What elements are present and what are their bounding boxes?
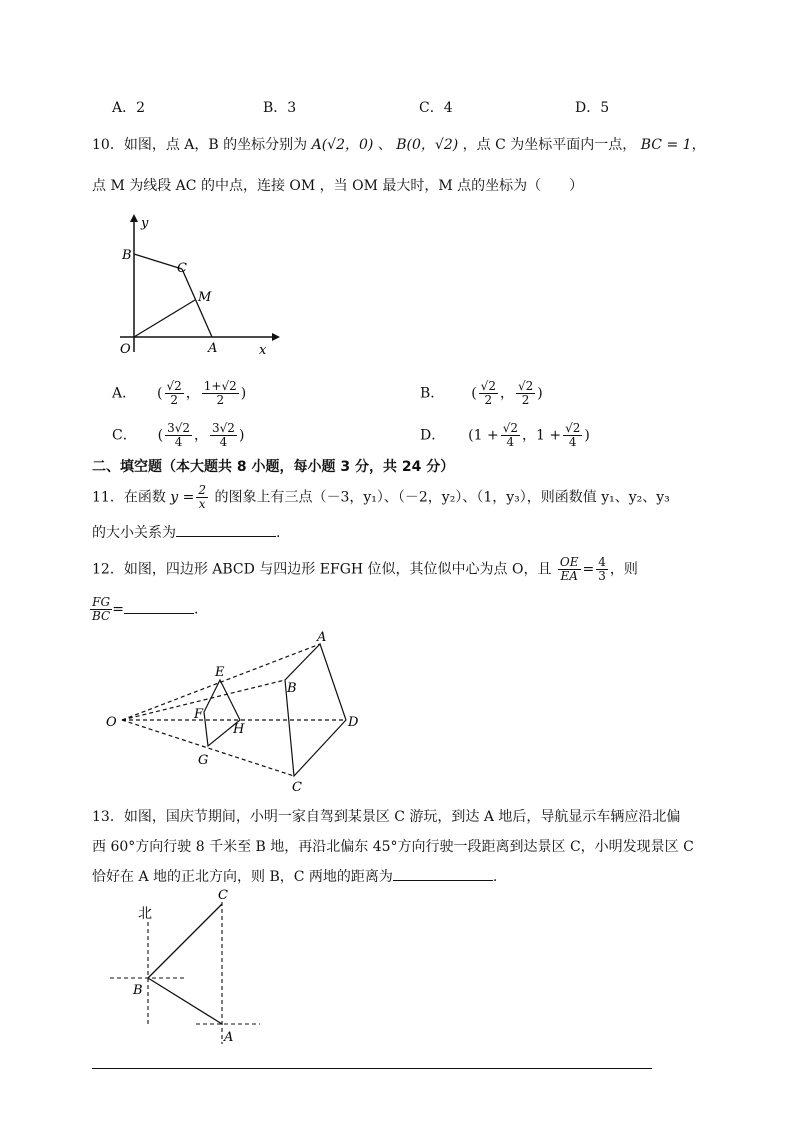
option-frac-2 [563,422,582,449]
frac-num: 3√2 [212,421,235,435]
q11-frac [196,484,208,511]
option-sep: ， [499,385,514,402]
segment-om [134,300,195,337]
frac-num: √2 [480,379,496,393]
label-h: H [233,722,245,737]
q9-option-a [112,97,145,117]
q13-line3 [92,866,497,886]
q10-option-c [112,422,244,449]
frac-den: 4 [506,435,515,449]
x-axis-arrow-icon [272,333,280,341]
option-paren: ) [238,427,245,444]
option-letter: A． [112,385,137,402]
q12-eq-2: = [112,601,124,618]
label-y: y [141,216,149,231]
label-a: A [224,1030,234,1045]
q12-line2 [90,596,198,623]
option-text: 2 [136,100,146,116]
option-letter: D． [575,100,601,116]
label-c: C [218,888,228,903]
label-m: M [198,290,212,305]
label-b: B [122,248,132,263]
q13-line2 [92,836,694,856]
option-paren: (1 + [468,427,499,444]
segment-bc [134,254,182,269]
q11-text-post: 的图象上有三点（－3，y₁）、（－2，y₂）、（1，y₃），则函数值 y₁、y₂、y₃ [214,489,670,506]
q11-answer-blank[interactable] [176,522,276,537]
frac-num: √2 [565,421,581,435]
q9-option-d [575,97,609,117]
option-frac-1 [165,422,192,449]
q10-text-2: 点 M 为线段 AC 的中点，连接 OM ，当 OM 最大时，M 点的坐标为（ ） [92,178,584,194]
label-f: F [194,707,204,722]
option-frac-2 [516,380,535,407]
option-text: 5 [600,100,610,116]
frac-num: 4 [598,555,606,569]
q11-text: 11．在函数 [92,489,166,506]
q13-text-3: 恰好在 A 地的正北方向，则 B，C 两地的距离为 [92,869,393,885]
q10-coord-b: B(0，√2) [396,137,459,153]
option-paren: ) [537,385,543,402]
q10-coord-a: A(√2，0) [311,137,374,153]
segment-ba [148,978,222,1024]
q9-option-b [263,97,296,117]
q12-figure [100,626,370,796]
q10-option-b [420,380,543,407]
q13-figure [100,886,270,1046]
q10-option-d [420,422,590,449]
option-letter: B． [420,385,445,402]
q11-y-eq: y = [170,489,195,506]
q10-line2 [92,175,583,195]
option-letter: B． [263,100,288,116]
q12-frac-fg-bc [90,596,112,623]
q13-end: . [492,869,498,885]
label-b: B [287,681,297,696]
option-frac-2 [210,422,237,449]
option-sep: ， [194,427,209,444]
label-d: D [348,715,359,730]
option-sep: ，1 + [521,427,562,444]
option-paren: ( [157,427,164,444]
label-north: 北 [138,906,152,922]
option-letter: D． [420,427,446,444]
label-e: E [215,665,225,680]
option-letter: C． [419,100,444,116]
option-paren: ) [584,427,590,444]
frac-num: 2 [198,483,207,497]
frac-den: 2 [170,393,178,407]
q11-line2 [92,522,280,542]
dash-ob [122,680,285,720]
footer-rule [92,1068,652,1069]
q10-figure [110,212,280,362]
frac-num: FG [92,595,111,609]
q10-text: 10．如图，点 A，B 的坐标分别为 [92,137,308,153]
q10-sep: 、 [377,137,392,153]
q11-text-2: 的大小关系为 [92,525,176,541]
q13-text-1: 13．如图，国庆节期间，小明一家自驾到某景区 C 游玩，到达 A 地后，导航显示车辆应沿北偏 [92,809,681,825]
label-b: B [133,983,143,998]
section-heading: 二、填空题（本大题共 8 小题，每小题 3 分，共 24 分） [92,459,455,475]
label-o: O [106,715,117,730]
option-frac-2 [202,380,239,407]
frac-den: BC [92,609,111,623]
q10-option-a [112,380,246,407]
frac-num: 1+√2 [203,379,237,393]
q10-comma: ， [691,137,706,153]
label-g: G [198,753,209,768]
q13-text-2: 西 60°方向行驶 8 千米至 B 地，再沿北偏东 45°方向行驶一段距离到达景区 C，小明发现景区 C [92,839,694,855]
label-a: A [208,341,218,356]
frac-den: EA [560,569,578,583]
label-c: C [292,780,302,795]
q10-line1 [92,134,706,154]
frac-den: 2 [216,393,225,407]
option-text: 4 [443,100,453,116]
option-sep: ， [185,385,200,402]
q13-answer-blank[interactable] [393,866,493,881]
frac-den: 4 [174,435,183,449]
q12-end: . [193,601,199,618]
label-o: O [120,342,131,357]
label-x: x [259,343,267,358]
q13-line1 [92,806,680,826]
q11-line1 [92,484,670,511]
option-frac-1 [501,422,520,449]
q11-end: . [276,525,281,541]
segment-bc [148,904,222,978]
frac-num: √2 [166,379,182,393]
option-letter: A． [112,100,137,116]
frac-den: 2 [521,393,530,407]
quad-abcd [285,644,346,776]
frac-num: √2 [502,421,518,435]
q9-option-c [419,97,453,117]
q12-eq: = [582,561,595,578]
q10-bc: BC = 1 [640,137,692,153]
q12-answer-blank[interactable] [124,599,194,614]
frac-den: x [198,497,206,511]
frac-den: 4 [568,435,577,449]
q10-text-b: ，点 C 为坐标平面内一点， [462,137,637,153]
option-paren: ) [240,385,247,402]
frac-den: 2 [484,393,493,407]
option-paren: ( [471,385,477,402]
q12-line1 [92,556,638,583]
option-text: 3 [287,100,297,116]
frac-num: 3√2 [167,421,191,435]
label-a: A [317,630,327,645]
option-letter: C． [112,427,137,444]
y-axis-arrow-icon [130,214,138,222]
frac-num: √2 [517,379,534,393]
q12-frac-value [596,556,608,583]
option-frac-1 [165,380,184,407]
frac-den: 4 [219,435,228,449]
frac-num: OE [559,555,579,569]
option-paren: ( [157,385,163,402]
q12-text-post: ，则 [609,561,638,578]
q12-frac-oe-ea [558,556,581,583]
q12-text: 12．如图，四边形 ABCD 与四边形 EFGH 位似，其位似中心为点 O，且 [92,561,552,578]
frac-den: 3 [598,569,606,583]
label-c: C [177,261,187,276]
option-frac-1 [479,380,498,407]
